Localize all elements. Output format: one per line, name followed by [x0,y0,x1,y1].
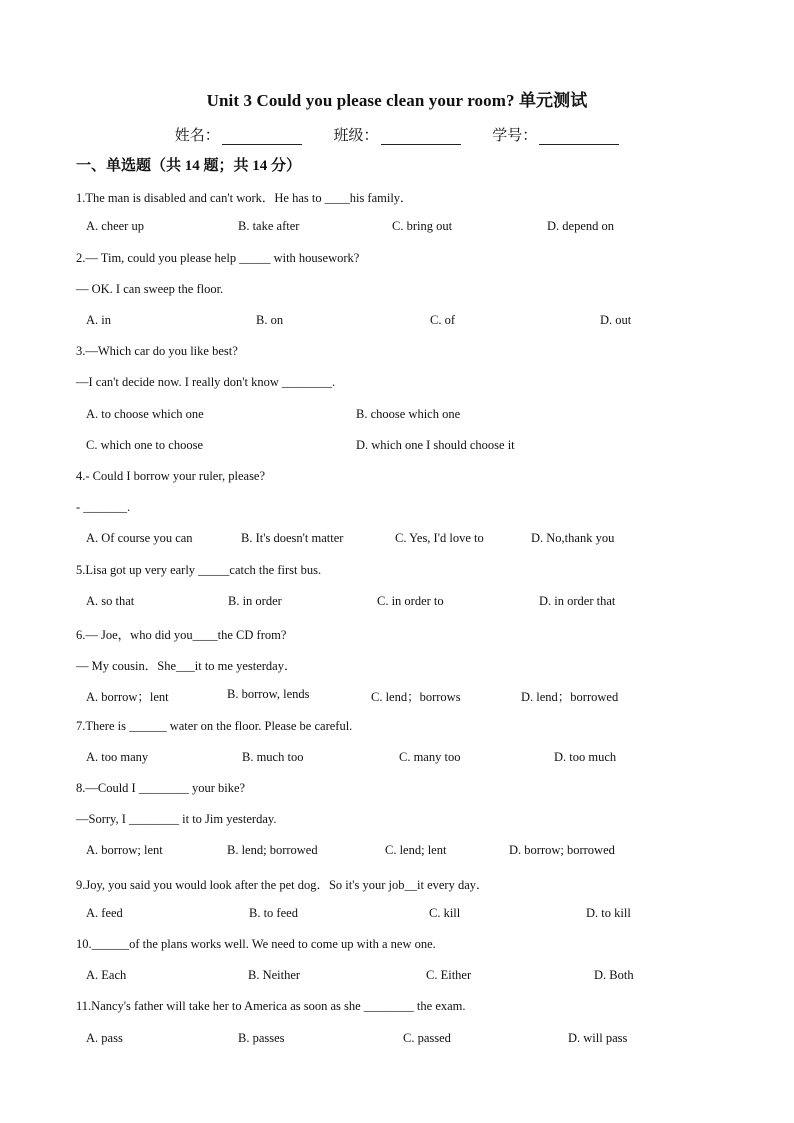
q8-option-a[interactable]: A. borrow; lent [86,843,163,857]
q2-option-c[interactable]: C. of [430,313,455,327]
section-heading: 一、单选题（共 14 题；共 14 分） [76,158,302,174]
q7-option-b[interactable]: B. much too [242,750,304,764]
q5-option-d[interactable]: D. in order that [539,594,616,608]
q5-option-b[interactable]: B. in order [228,594,282,608]
question-10-stem: 10.______of the plans works well. We need to come up with a new one. [76,937,436,951]
question-3-stem: 3.—Which car do you like best? [76,344,238,358]
q8-option-b[interactable]: B. lend; borrowed [227,843,318,857]
id-blank[interactable] [539,130,619,145]
q1-option-d[interactable]: D. depend on [547,219,614,233]
question-1-stem: 1.The man is disabled and can't work．He has to ____his family． [76,191,413,205]
q11-option-a[interactable]: A. pass [86,1031,123,1045]
question-8-reply: —Sorry, I ________ it to Jim yesterday. [76,812,277,826]
question-3-reply: —I can't decide now. I really don't know ________. [76,375,336,389]
q4-option-a[interactable]: A. Of course you can [86,531,193,545]
q8-option-c[interactable]: C. lend; lent [385,843,447,857]
q4-option-d[interactable]: D. No,thank you [531,531,615,545]
q1-option-a[interactable]: A. cheer up [86,219,144,233]
q3-option-c[interactable]: C. which one to choose [86,438,203,452]
q3-option-a[interactable]: A. to choose which one [86,407,204,421]
q2-option-d[interactable]: D. out [600,313,632,327]
q4-option-b[interactable]: B. It's doesn't matter [241,531,344,545]
q2-option-b[interactable]: B. on [256,313,284,327]
q3-option-d[interactable]: D. which one I should choose it [356,438,515,452]
student-info-row [0,124,794,145]
q10-option-d[interactable]: D. Both [594,968,634,982]
q10-option-c[interactable]: C. Either [426,968,472,982]
q5-option-c[interactable]: C. in order to [377,594,444,608]
q6-option-a[interactable]: A. borrow；lent [86,690,169,704]
question-7-stem: 7.There is ______ water on the floor. Please be careful. [76,719,353,733]
q1-option-c[interactable]: C. bring out [392,219,453,233]
page-title: Unit 3 Could you please clean your room? 单元测试 [206,91,588,110]
question-6-reply: — My cousin．She___it to me yesterday． [76,659,297,673]
q10-option-b[interactable]: B. Neither [248,968,301,982]
q9-option-b[interactable]: B. to feed [249,906,298,920]
q6-option-d[interactable]: D. lend；borrowed [521,690,619,704]
q9-option-a[interactable]: A. feed [86,906,123,920]
q9-option-d[interactable]: D. to kill [586,906,631,920]
q7-option-a[interactable]: A. too many [86,750,149,764]
q7-option-c[interactable]: C. many too [399,750,461,764]
q11-option-c[interactable]: C. passed [403,1031,451,1045]
q6-option-b[interactable]: B. borrow, lends [227,687,310,701]
name-label: 姓名： [174,128,220,144]
class-blank[interactable] [381,130,461,145]
question-2-stem: 2.— Tim, could you please help _____ with housework? [76,251,360,265]
q2-option-a[interactable]: A. in [86,313,111,327]
id-field[interactable] [492,124,619,145]
q1-option-b[interactable]: B. take after [238,219,300,233]
q9-option-c[interactable]: C. kill [429,906,461,920]
q10-option-a[interactable]: A. Each [86,968,127,982]
question-9-stem: 9.Joy, you said you would look after the pet dog．So it's your job__it every day． [76,878,489,892]
question-4-reply: - _______. [76,500,131,514]
name-blank[interactable] [222,130,302,145]
q8-option-d[interactable]: D. borrow; borrowed [509,843,615,857]
question-6-stem: 6.— Joe，who did you____the CD from? [76,628,287,642]
q4-option-c[interactable]: C. Yes, I'd love to [395,531,484,545]
q3-option-b[interactable]: B. choose which one [356,407,461,421]
class-field[interactable] [333,124,460,145]
question-5-stem: 5.Lisa got up very early _____catch the first bus. [76,563,322,577]
question-2-reply: — OK. I can sweep the floor. [76,282,224,296]
q5-option-a[interactable]: A. so that [86,594,135,608]
question-4-stem: 4.- Could I borrow your ruler, please? [76,469,266,483]
q11-option-b[interactable]: B. passes [238,1031,285,1045]
question-11-stem: 11.Nancy's father will take her to America as soon as she ________ the exam. [76,999,466,1013]
question-8-stem: 8.—Could I ________ your bike? [76,781,246,795]
q11-option-d[interactable]: D. will pass [568,1031,628,1045]
q6-option-c[interactable]: C. lend；borrows [371,690,461,704]
class-label: 班级： [333,128,379,144]
name-field[interactable] [175,124,302,145]
q7-option-d[interactable]: D. too much [554,750,617,764]
id-label: 学号： [492,128,538,144]
